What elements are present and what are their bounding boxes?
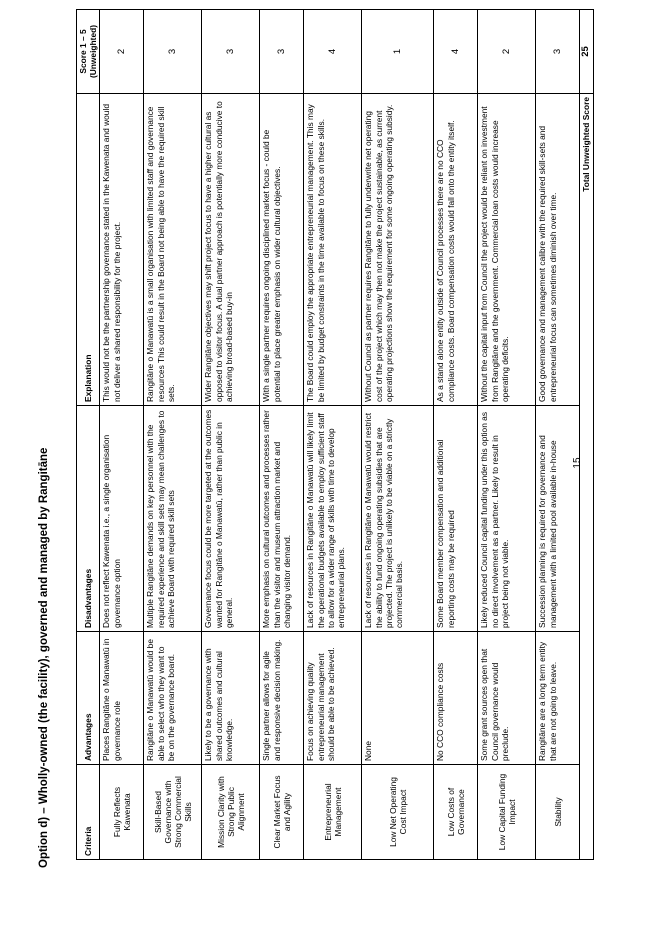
header-advantages: Advantages [77,632,100,765]
table-row [434,10,478,860]
explanation-cell: This would not be the partnership governance stated in the Kawenata and would not deliver a shared responsibility for the project. [100,94,144,406]
score-cell: 1 [362,10,434,94]
table-row [362,10,434,860]
advantages-cell: Rangitāne o Manawatū would be able to select who they want to be on the governance board. [144,632,202,765]
criteria-cell: Skill-Based Governance with Strong Commercial Skills [144,765,202,860]
table-row [100,10,144,860]
page-number: 15 [572,457,583,469]
table-row [260,10,304,860]
table-row [202,10,260,860]
score-cell: 3 [144,10,202,94]
explanation-cell: Rangitāne o Manawatū is a small organisation with limited staff and governance resources This could result in the Board not being able to have the required skill sets. [144,94,202,406]
score-cell: 2 [478,10,536,94]
table-header-row [77,10,100,860]
disadvantages-cell: Some Board member compensation and additional reporting costs may be required [434,406,478,632]
score-cell: 3 [260,10,304,94]
advantages-cell: Rangitāne are a long term entity that are not going to leave. [536,632,580,765]
score-cell: 3 [202,10,260,94]
total-label: Total Unweighted Score [580,94,593,860]
advantages-cell: Focus on achieving quality entrepreneurial management should be able to be achieved. [304,632,362,765]
disadvantages-cell: Likely reduced Council capital funding under this option as no direct involvement as a partner. Likely to result in project being not viable. [478,406,536,632]
table-row [144,10,202,860]
disadvantages-cell: Succession planning is required for governance and management with a limited pool available in-house [536,406,580,632]
explanation-cell: The Board could employ the appropriate entrepreneurial management. This may be limited by budget constraints in the time available to focus on these skills. [304,94,362,406]
disadvantages-cell: Multiple Rangitāne demands on key personnel with the required experience and skill sets may mean challenges to achieve Board with required skill sets [144,406,202,632]
disadvantages-cell: Does not reflect Kawenata i.e., a single organisation governance option [100,406,144,632]
criteria-cell: Low Net Operating Cost Impact [362,765,434,860]
disadvantages-cell: More emphasis on cultural outcomes and processes rather than the visitor and museum attraction market and changing visitor demand. [260,406,304,632]
header-disadvantages: Disadvantages [77,406,100,632]
advantages-cell: No CCO compliance costs [434,632,478,765]
table-row [304,10,362,860]
criteria-cell: Low Costs of Governance [434,765,478,860]
header-criteria: Criteria [77,765,100,860]
criteria-cell: Fully Reflects Kawenata [100,765,144,860]
explanation-cell: Good governance and management calibre with the required skill-sets and entrepreneurial focus can sometimes diminish over time. [536,94,580,406]
score-cell: 2 [100,10,144,94]
options-table [76,9,594,860]
table-row [478,10,536,860]
table-body [100,10,593,860]
score-cell: 4 [434,10,478,94]
disadvantages-cell: Lack of resources in Rangitāne o Manawatū would restrict the ability to fund ongoing operating subsidies that are projected. The project is unlikely to be viable on a strictly commercial basis. [362,406,434,632]
disadvantages-cell: Lack of resources in Rangitāne o Manawatū will likely limit the operational budgets available to employ sufficient staff to allow for a wider range of skills with time to develop entrepreneurial plans. [304,406,362,632]
criteria-cell: Stability [536,765,580,860]
advantages-cell: Some grant sources open that Council governance would preclude. [478,632,536,765]
criteria-cell: Low Capital Funding Impact [478,765,536,860]
total-score: 25 [580,10,593,94]
advantages-cell: None [362,632,434,765]
explanation-cell: Wider Rangitāne objectives may shift project focus to have a higher cultural as opposed to visitor focus. A dual partner approach is potentially more conducive to achieving broad-based buy-in [202,94,260,406]
header-explanation: Explanation [77,94,100,406]
criteria-cell: Mission Clarity with Strong Public Alignment [202,765,260,860]
criteria-cell: Entrepreneurial Management [304,765,362,860]
score-cell: 3 [536,10,580,94]
explanation-cell: With a single partner requires ongoing disciplined market focus - could be potential to place greater emphasis on wider cultural objectives. [260,94,304,406]
page-title: Option d) – Wholly-owned (the facility), governed and managed by Rangitāne [38,447,50,868]
explanation-cell: Without the capital input from Council the project would be reliant on investment from Rangitāne and the government. Commercial loan costs would increase operating deficits. [478,94,536,406]
disadvantages-cell: Governance focus could be more targeted at the outcomes wanted for Rangitāne o Manawatū, rather than public in general. [202,406,260,632]
advantages-cell: Places Rangitāne o Manawatū in governance role [100,632,144,765]
score-cell: 4 [304,10,362,94]
explanation-cell: As a stand alone entity outside of Council processes there are no CCO compliance costs. Board compensation costs would fall onto the entity itself. [434,94,478,406]
advantages-cell: Single partner allows for agile and responsive decision making. [260,632,304,765]
header-score: Score 1 – 5 (Unweighted) [77,10,100,94]
explanation-cell: Without Council as partner requires Rangitāne to fully underwrite net operating cost of the project which may then not make the project sustainable, as current operating projections show the requirement for some ongoing operating subsidy. [362,94,434,406]
advantages-cell: Likely to be a governance with shared outcomes and cultural knowledge. [202,632,260,765]
criteria-cell: Clear Market Focus and Agility [260,765,304,860]
